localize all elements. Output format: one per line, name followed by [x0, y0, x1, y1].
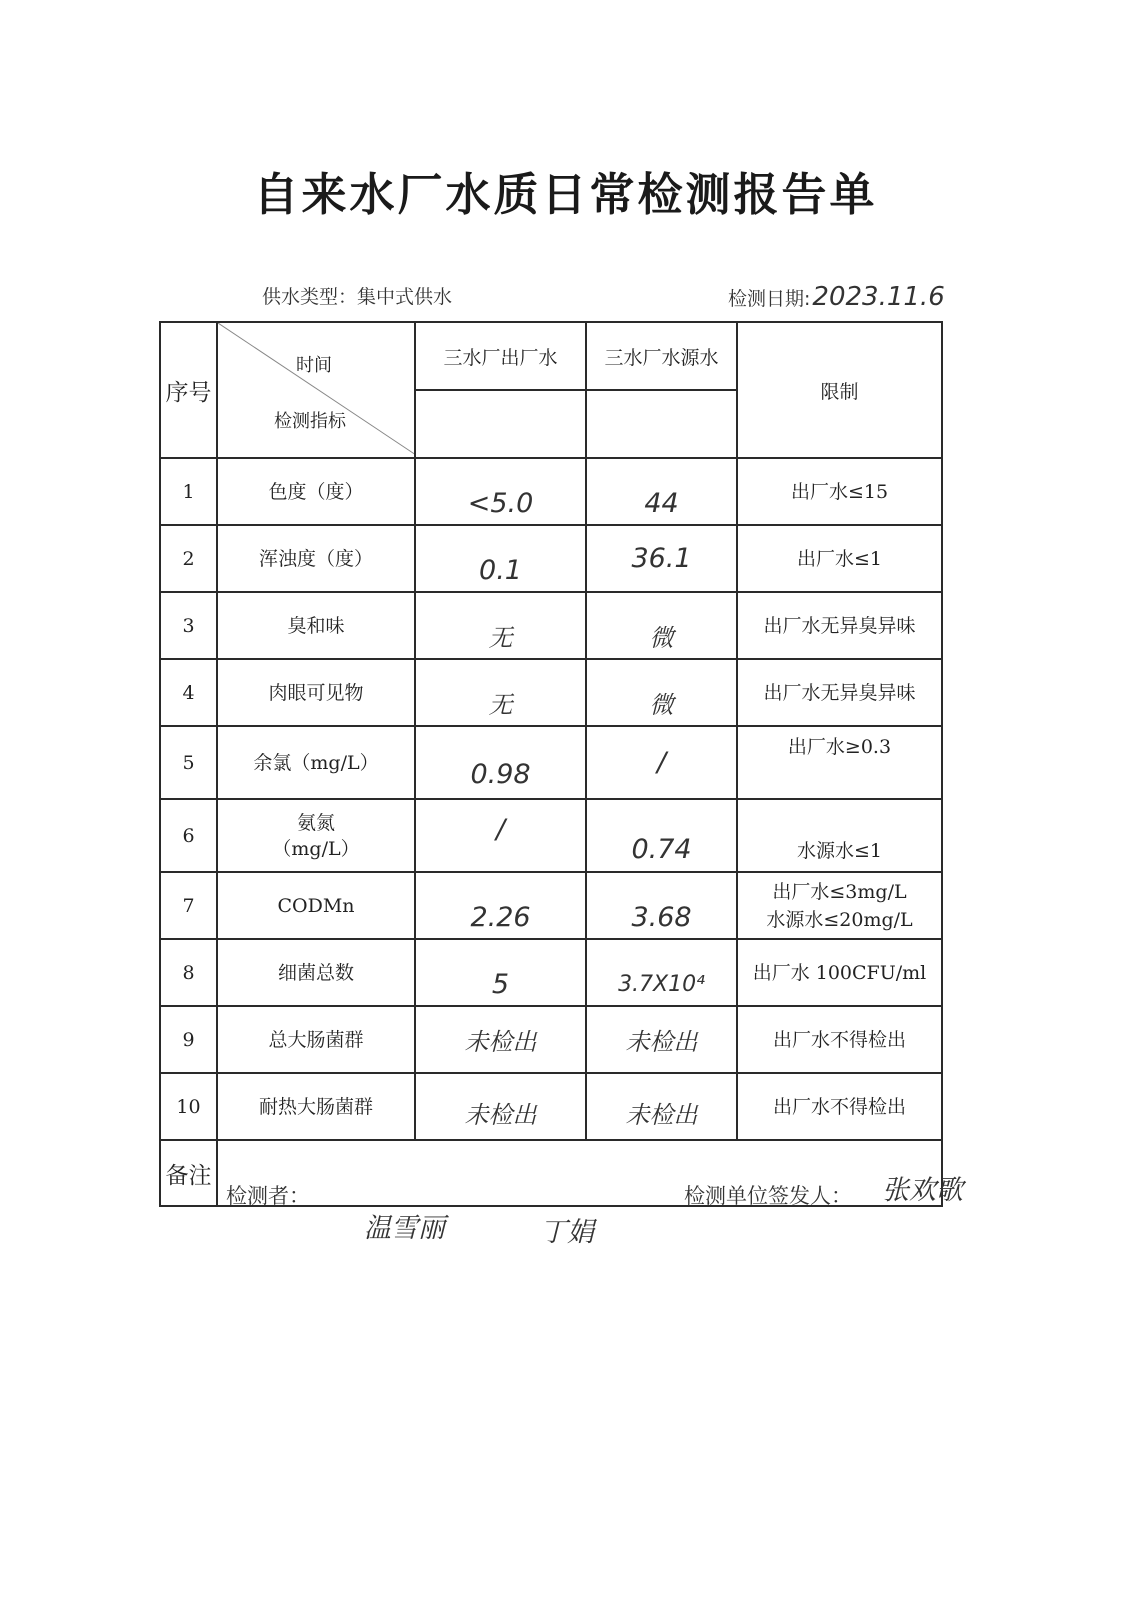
- row-limit: 出厂水≥0.3: [737, 726, 942, 799]
- diagonal-header-cell: [217, 322, 415, 458]
- row-value-plant-output: [415, 659, 586, 726]
- handwritten-value: 2.26: [470, 902, 531, 933]
- row-seq: 9: [160, 1006, 217, 1073]
- tester-label: 检测者：: [226, 1184, 310, 1208]
- table-row: [160, 1006, 942, 1073]
- row-value-source-water: [586, 939, 737, 1006]
- handwritten-value: /: [656, 747, 667, 778]
- row-value-source-water: [586, 1006, 737, 1073]
- row-indicator: 总大肠菌群: [217, 1006, 415, 1073]
- table-row: [160, 1073, 942, 1140]
- row-indicator: 色度（度）: [217, 458, 415, 525]
- col-subheader-empty: [415, 390, 586, 458]
- row-seq: 5: [160, 726, 217, 799]
- handwritten-value: 未检出: [625, 1101, 698, 1129]
- row-value-plant-output: [415, 592, 586, 659]
- row-value-source-water: [586, 1073, 737, 1140]
- row-value-source-water: [586, 726, 737, 799]
- row-limit: 出厂水无异臭异味: [737, 659, 942, 726]
- report-table: [159, 321, 943, 1207]
- handwritten-value: 无: [488, 691, 513, 719]
- handwritten-value: 0.74: [631, 834, 692, 865]
- table-row: [160, 458, 942, 525]
- handwritten-value: 3.68: [631, 902, 692, 933]
- row-seq: 3: [160, 592, 217, 659]
- table-row: [160, 872, 942, 939]
- row-value-source-water: [586, 592, 737, 659]
- supply-type: 供水类型：集中式供水: [262, 286, 453, 308]
- row-indicator: 肉眼可见物: [217, 659, 415, 726]
- row-value-source-water: [586, 525, 737, 592]
- row-indicator: 耐热大肠菌群: [217, 1073, 415, 1140]
- row-value-source-water: [586, 799, 737, 872]
- handwritten-value: 5: [491, 969, 510, 1000]
- row-limit: 出厂水不得检出: [737, 1073, 942, 1140]
- row-seq: 7: [160, 872, 217, 939]
- seq-header: 序号: [160, 322, 217, 458]
- row-value-plant-output: [415, 1073, 586, 1140]
- test-date-value: 2023.11.6: [812, 282, 945, 312]
- handwritten-value: 未检出: [625, 1028, 698, 1056]
- tester-signature-1: 温雪丽: [364, 1213, 445, 1244]
- col-subheader-empty: [586, 390, 737, 458]
- row-value-source-water: [586, 458, 737, 525]
- table-row: [160, 659, 942, 726]
- row-limit: 出厂水不得检出: [737, 1006, 942, 1073]
- row-indicator: 臭和味: [217, 592, 415, 659]
- test-date: [728, 282, 945, 312]
- row-value-plant-output: [415, 1006, 586, 1073]
- row-limit: 出厂水 100CFU/ml: [737, 939, 942, 1006]
- issuer-label: 检测单位签发人：: [684, 1184, 852, 1208]
- row-value-plant-output: [415, 525, 586, 592]
- table-row: [160, 939, 942, 1006]
- handwritten-value: 微: [649, 624, 674, 652]
- row-value-plant-output: [415, 872, 586, 939]
- row-indicator: 氨氮 （mg/L）: [217, 799, 415, 872]
- table-row: [160, 592, 942, 659]
- report-title: 自来水厂水质日常检测报告单: [253, 168, 878, 221]
- row-limit: 出厂水≤1: [737, 525, 942, 592]
- row-seq: 1: [160, 458, 217, 525]
- row-seq: 6: [160, 799, 217, 872]
- row-limit: 出厂水≤15: [737, 458, 942, 525]
- issuer-signature: 张欢歌: [882, 1175, 963, 1206]
- table-row: [160, 525, 942, 592]
- row-limit: 出厂水无异臭异味: [737, 592, 942, 659]
- handwritten-value: /: [495, 814, 506, 845]
- handwritten-value: 未检出: [464, 1028, 537, 1056]
- handwritten-value: 36.1: [631, 543, 692, 574]
- row-indicator: 余氯（mg/L）: [217, 726, 415, 799]
- diag-header-time: 时间: [296, 355, 332, 376]
- handwritten-value: 无: [488, 624, 513, 652]
- row-indicator: 细菌总数: [217, 939, 415, 1006]
- row-seq: 10: [160, 1073, 217, 1140]
- row-seq: 4: [160, 659, 217, 726]
- row-value-source-water: [586, 872, 737, 939]
- row-value-plant-output: [415, 799, 586, 872]
- diag-header-indicator: 检测指标: [274, 411, 346, 432]
- diagonal-line: [218, 323, 415, 455]
- row-value-plant-output: [415, 458, 586, 525]
- limit-header: 限制: [737, 322, 942, 458]
- handwritten-value: 3.7X10⁴: [618, 972, 705, 997]
- col-header-plant-output: 三水厂出厂水: [415, 322, 586, 390]
- table-row: [160, 799, 942, 872]
- row-indicator: 浑浊度（度）: [217, 525, 415, 592]
- handwritten-value: 未检出: [464, 1101, 537, 1129]
- row-indicator: CODMn: [217, 872, 415, 939]
- test-date-label: 检测日期:: [728, 288, 811, 310]
- handwritten-value: 0.1: [479, 555, 522, 586]
- handwritten-value: <5.0: [467, 488, 534, 519]
- notes-label: 备注: [160, 1140, 217, 1206]
- handwritten-value: 44: [644, 488, 679, 519]
- row-limit: 出厂水≤3mg/L 水源水≤20mg/L: [737, 872, 942, 939]
- row-value-source-water: [586, 659, 737, 726]
- row-value-plant-output: [415, 726, 586, 799]
- row-value-plant-output: [415, 939, 586, 1006]
- row-seq: 2: [160, 525, 217, 592]
- row-limit: 水源水≤1: [737, 799, 942, 872]
- row-seq: 8: [160, 939, 217, 1006]
- handwritten-value: 0.98: [470, 759, 531, 790]
- tester-signature-2: 丁娟: [540, 1217, 594, 1248]
- handwritten-value: 微: [649, 691, 674, 719]
- table-row: [160, 726, 942, 799]
- col-header-source-water: 三水厂水源水: [586, 322, 737, 390]
